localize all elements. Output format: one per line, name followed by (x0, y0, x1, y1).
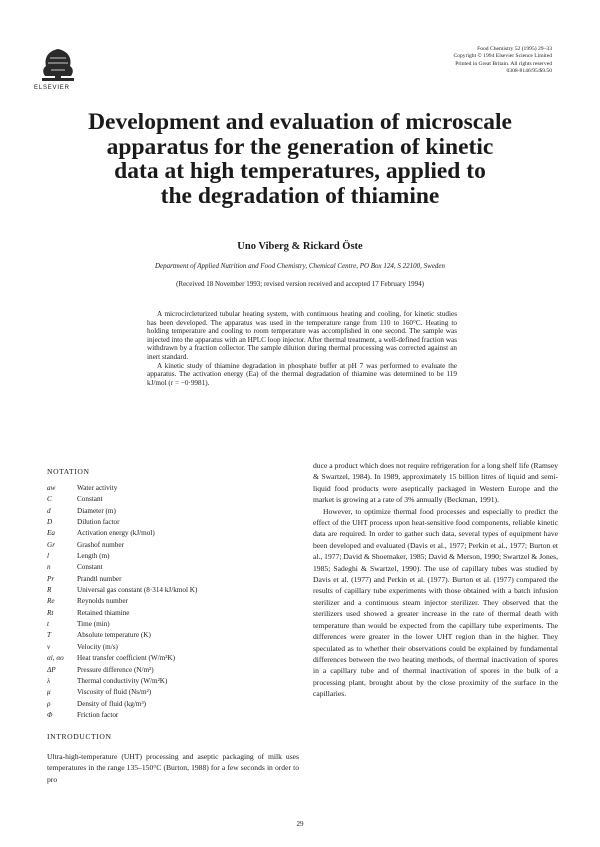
notation-row (47, 653, 302, 664)
page-number: 29 (296, 820, 304, 828)
notation-symbol: T (47, 631, 51, 640)
journal-line: Food Chemistry 52 (1995) 29–33 (477, 46, 552, 52)
notation-row (47, 528, 302, 539)
notation-row (47, 665, 302, 676)
notation-symbol: C (47, 495, 52, 504)
notation-row (47, 699, 302, 710)
notation-row (47, 517, 302, 528)
notation-definition: Length (m) (77, 552, 110, 561)
body-paragraph: duce a product which does not require refrigeration for a long shelf life (Ramsey & Swartzel, 1984). In 1989, approximately 15 billion litres of liquid and semi-liquid food products were aseptically packaged in Western Europe and the market is growing at a rate of 3% annually (Beckman, 1991). (313, 461, 558, 505)
notation-row (47, 676, 302, 687)
journal-line: 0308-8146/95/$9.50 (506, 68, 552, 75)
journal-citation (372, 46, 552, 76)
notation-symbol: Re (47, 597, 55, 606)
notation-symbol: Ea (47, 529, 55, 538)
journal-line: Printed in Great Britain. All rights reserved (455, 60, 552, 67)
notation-symbol: Gr (47, 540, 55, 549)
notation-row (47, 710, 302, 721)
notation-definition: Constant (77, 495, 103, 504)
notation-symbol: μ (47, 688, 51, 697)
notation-symbol: Pr (47, 574, 55, 583)
notation-symbol: v (47, 642, 51, 651)
notation-row (47, 687, 302, 698)
title-line: apparatus for the generation of kinetic (106, 133, 494, 160)
notation-row (47, 585, 302, 596)
notation-definition: Friction factor (77, 710, 119, 719)
notation-definition: Dilution factor (77, 518, 120, 527)
notation-row (47, 596, 302, 607)
right-column-text (313, 460, 558, 700)
journal-line: Copyright © 1994 Elsevier Science Limited (453, 53, 552, 60)
notation-definition: Constant (77, 563, 103, 572)
notation-row (47, 619, 302, 630)
title-line: Development and evaluation of microscale (88, 109, 512, 135)
notation-definition: Absolute temperature (K) (77, 631, 151, 640)
notation-definition: Grashof number (77, 540, 124, 549)
notation-symbol: d (47, 506, 51, 515)
notation-symbol: ΔP (47, 665, 56, 674)
affiliation: Department of Applied Nutrition and Food Chemistry, Chemical Centre, PO Box 124, S 22100, Sweden (154, 262, 446, 270)
notation-symbol: λ (47, 676, 51, 685)
introduction-heading: INTRODUCTION (47, 732, 112, 741)
notation-symbol: ρ (47, 699, 51, 708)
notation-symbol: aw (47, 484, 56, 492)
article-title (60, 110, 540, 208)
title-line: the degradation of thiamine (160, 182, 440, 209)
notation-symbol: D (47, 518, 53, 527)
notation-row (47, 506, 302, 517)
authors: Uno Viberg & Rickard Öste (237, 241, 363, 252)
notation-definition: Thermal conductivity (W/m²K) (77, 676, 168, 685)
body-paragraph: However, to optimize thermal food processes and especially to predict the effect of the UHT process upon heat-sensitive food components, reliable kinetic data are required. In order to gather such data, several types of equipment have been developed and evaluated (Davis et al., 1977; Perkin et al., 1977; Burton et al., 1977; David & Shoemaker, 1985; David & Merson, 1990; Swartzel & Jones, 1985; Sadeghi & Swartzel, 1990). The use of capillary tubes was studied by Davis et al. (1977) and Perkin et al. (1977). Burton et al. (1977) compared the results of capillary tube experiments with those obtained with a batch infusion sterilizer and a continuous steam injector sterilizer. They observed that the sterilizers used showed a greater increase in the rate of thermal death with temperature than would be expected from the capillary tube experiments. The differences were greater in the lower UHT region than in the higher. They speculated as to whether their observations could be explained by fundamental differences between the two heating methods, of thermal inactivation of spores in a capillary tube and of thermal inactivation of spores in the bulk of a processing plant, brought about by the close proximity of the surface in the capillaries. (313, 506, 558, 699)
notation-definition: Activation energy (kJ/mol) (77, 529, 155, 538)
notation-definition: Viscosity of fluid (Ns/m²) (77, 688, 152, 697)
notation-symbol: Rt (47, 608, 54, 617)
elsevier-logo (38, 46, 78, 82)
notation-definition: Reynolds number (77, 597, 128, 606)
notation-symbol: l (47, 552, 49, 561)
notation-symbol: t (47, 620, 49, 629)
notation-symbol: R (47, 586, 52, 595)
abstract (147, 310, 457, 387)
notation-row (47, 642, 302, 653)
notation-symbol: n (47, 563, 51, 572)
notation-row (47, 483, 302, 494)
notation-row (47, 574, 302, 585)
introduction-text (47, 751, 299, 785)
notation-definition: Prandtl number (77, 574, 122, 583)
notation-definition: Pressure difference (N/m²) (77, 665, 154, 674)
notation-definition: Density of fluid (kg/m³) (77, 699, 147, 708)
notation-definition: Time (min) (77, 620, 110, 629)
notation-definition: Diameter (m) (77, 506, 116, 515)
abstract-paragraph: A microcircleturized tubular heating system, with continuous heating and cooling, for kinetic studies has been developed. The apparatus was used in the temperature range from 110 to 160°C. Heating to holding temperature and cooling to room temperature was accomplished in one second. The sample was injected into the apparatus with an HPLC loop injector. After thermal treatment, a well-defined fraction was withdrawn by a fraction collector. The sample dilution during thermal processing was corrected against an inert standard. (147, 310, 457, 361)
notation-definition: Velocity (m/s) (77, 642, 118, 651)
notation-definition: Water activity (77, 484, 118, 492)
notation-definition: Retained thiamine (77, 608, 130, 617)
notation-row (47, 551, 302, 562)
notation-list (47, 483, 302, 721)
notation-definition: Heat transfer coefficient (W/m²K) (77, 654, 176, 663)
notation-row (47, 540, 302, 551)
notation-definition: Universal gas constant (8·314 kJ/kmol K) (77, 586, 198, 595)
introduction-paragraph: Ultra-high-temperature (UHT) processing and aseptic packaging of milk uses temperatures in the range 135–150°C (Burton, 1988) for a few seconds in order to pro (47, 752, 299, 784)
notation-heading: NOTATION (47, 467, 90, 476)
notation-row (47, 494, 302, 505)
notation-symbol: Φ (47, 710, 53, 719)
publisher-name: ELSEVIER (34, 85, 70, 91)
notation-row (47, 562, 302, 573)
received-dates: (Received 18 November 1993; revised version received and accepted 17 February 1994) (176, 280, 424, 288)
abstract-paragraph: A kinetic study of thiamine degradation in phosphate buffer at pH 7 was performed to evaluate the apparatus. The activation energy (Ea) of the thermal degradation of thiamine was determined to be 119 kJ/mol (r = −0·9981). (147, 361, 457, 387)
notation-row (47, 630, 302, 641)
notation-symbol: αi, αo (47, 654, 64, 663)
title-line: data at high temperatures, applied to (114, 158, 486, 184)
notation-row (47, 608, 302, 619)
